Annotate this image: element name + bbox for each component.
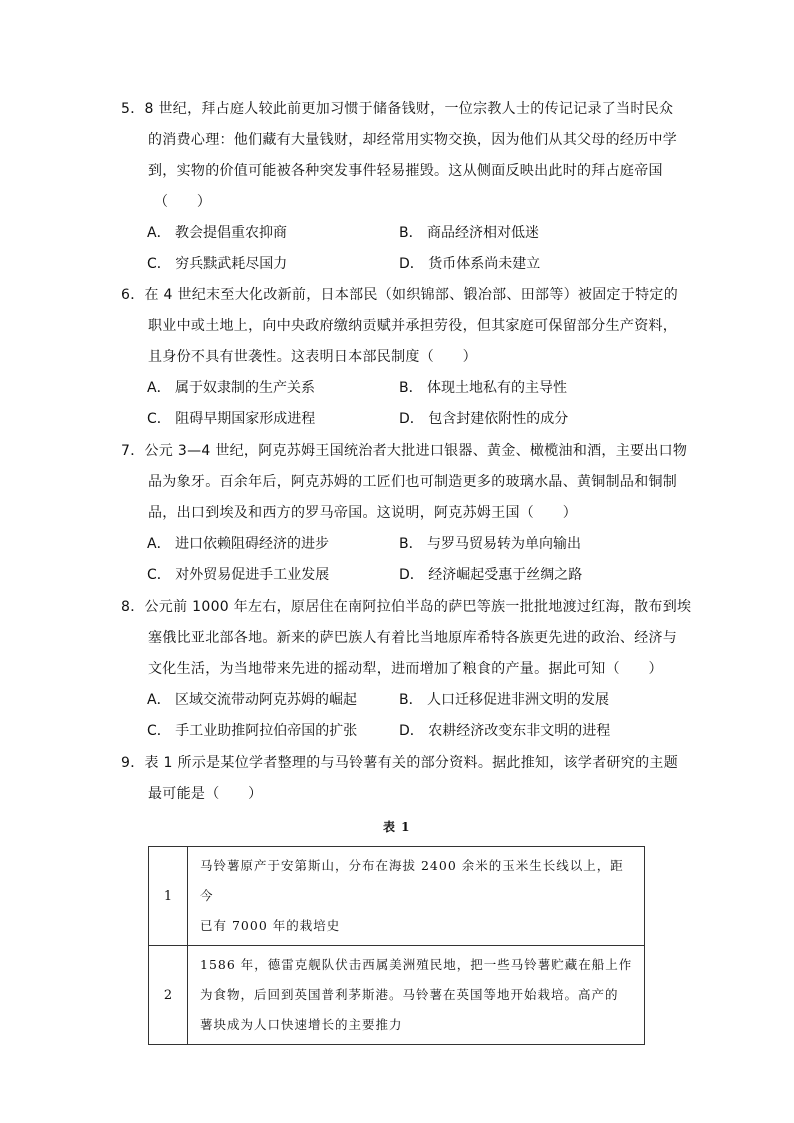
option-a[interactable]: A． 属于奴隶制的生产关系 xyxy=(147,380,316,396)
question-stem-line: 文化生活，为当地带来先进的摇动犁，进而增加了粮食的产量。据此可知（ ） xyxy=(148,661,663,677)
option-b[interactable]: B． 与罗马贸易转为单向输出 xyxy=(399,536,582,552)
question-stem-line: 的消费心理：他们藏有大量钱财，却经常用实物交换，因为他们从其父母的经历中学 xyxy=(148,132,678,148)
option-b[interactable]: B． 人口迁移促进非洲文明的发展 xyxy=(399,692,610,708)
option-row xyxy=(117,685,687,716)
question-6 xyxy=(117,280,687,435)
option-c[interactable]: C． 阻碍早期国家形成进程 xyxy=(147,411,316,427)
option-row xyxy=(117,404,687,435)
option-d[interactable]: D． 包含封建依附性的成分 xyxy=(399,411,569,427)
question-stem-line: 品，出口到埃及和西方的罗马帝国。这说明，阿克苏姆王国（ ） xyxy=(148,505,577,521)
option-c[interactable]: C． 对外贸易促进手工业发展 xyxy=(147,567,330,583)
option-d[interactable]: D． 农耕经济改变东非文明的进程 xyxy=(399,723,611,739)
question-stem-line: 最可能是（ ） xyxy=(148,786,263,802)
option-b[interactable]: B． 体现土地私有的主导性 xyxy=(399,380,568,396)
question-8 xyxy=(117,592,692,747)
question-9 xyxy=(117,748,687,810)
question-stem-line: 8．公元前 1000 年左右，原居住在南阿拉伯半岛的萨巴等族一批批地渡过红海，散布到埃 xyxy=(121,599,692,615)
table-row xyxy=(149,847,645,946)
option-a[interactable]: A． 教会提倡重农抑商 xyxy=(147,225,288,241)
row-text-line: 1586 年，德雷克舰队伏击西属美洲殖民地，把一些马铃薯贮藏在船上作 xyxy=(200,957,633,972)
question-stem-line: 职业中或土地上，向中央政府缴纳贡赋并承担劳役，但其家庭可保留部分生产资料， xyxy=(148,318,678,334)
question-stem-line: 9．表 1 所示是某位学者整理的与马铃薯有关的部分资料。据此推知，该学者研究的主题 xyxy=(121,755,679,771)
option-a[interactable]: A． 进口依赖阻碍经济的进步 xyxy=(147,536,330,552)
question-5 xyxy=(117,94,687,280)
question-7 xyxy=(117,436,687,591)
answer-blank: （ ） xyxy=(154,194,212,210)
question-stem-line: 且身份不具有世袭性。这表明日本部民制度（ ） xyxy=(148,349,477,365)
row-text xyxy=(188,847,645,946)
question-stem-line: 7．公元 3—4 世纪，阿克苏姆王国统治者大批进口银器、黄金、橄榄油和酒，主要出口物 xyxy=(121,443,688,459)
row-number: 1 xyxy=(149,847,188,946)
option-a[interactable]: A． 区域交流带动阿克苏姆的崛起 xyxy=(147,692,358,708)
question-stem-line: 塞俄比亚北部各地。新来的萨巴族人有着比当地原库希特各族更先进的政治、经济与 xyxy=(148,630,678,646)
table-caption: 表 1 xyxy=(383,820,411,834)
option-c[interactable]: C． 穷兵黩武耗尽国力 xyxy=(147,256,288,272)
option-row xyxy=(117,249,687,280)
row-text xyxy=(188,946,645,1045)
row-text-line: 为食物，后回到英国普利茅斯港。马铃薯在英国等地开始栽培。高产的 xyxy=(200,987,619,1002)
option-row xyxy=(117,560,687,591)
table-row xyxy=(149,946,645,1045)
option-row xyxy=(117,218,687,249)
option-row xyxy=(117,716,687,747)
row-text-line: 马铃薯原产于安第斯山，分布在海拔 2400 余米的玉米生长线以上，距今 xyxy=(200,858,624,903)
question-stem-line: 5．8 世纪，拜占庭人较此前更加习惯于储备钱财，一位宗教人士的传记记录了当时民众 xyxy=(121,101,674,117)
row-text-line: 已有 7000 年的栽培史 xyxy=(200,918,341,933)
option-row xyxy=(117,373,687,404)
option-d[interactable]: D． 经济崛起受惠于丝绸之路 xyxy=(399,567,583,583)
option-d[interactable]: D． 货币体系尚未建立 xyxy=(399,256,541,272)
option-row xyxy=(117,529,687,560)
row-number: 2 xyxy=(149,946,188,1045)
data-table xyxy=(148,846,645,1045)
question-stem-line: 6．在 4 世纪末至大化改新前，日本部民（如织锦部、锻冶部、田部等）被固定于特定的 xyxy=(121,287,679,303)
option-c[interactable]: C． 手工业助推阿拉伯帝国的扩张 xyxy=(147,723,358,739)
question-stem-line: 品为象牙。百余年后，阿克苏姆的工匠们也可制造更多的玻璃水晶、黄铜制品和铜制 xyxy=(148,474,678,490)
question-stem-line: 到，实物的价值可能被各种突发事件轻易摧毁。这从侧面反映出此时的拜占庭帝国 xyxy=(148,163,663,179)
row-text-line: 薯块成为人口快速增长的主要推力 xyxy=(200,1017,403,1032)
option-b[interactable]: B． 商品经济相对低迷 xyxy=(399,225,540,241)
